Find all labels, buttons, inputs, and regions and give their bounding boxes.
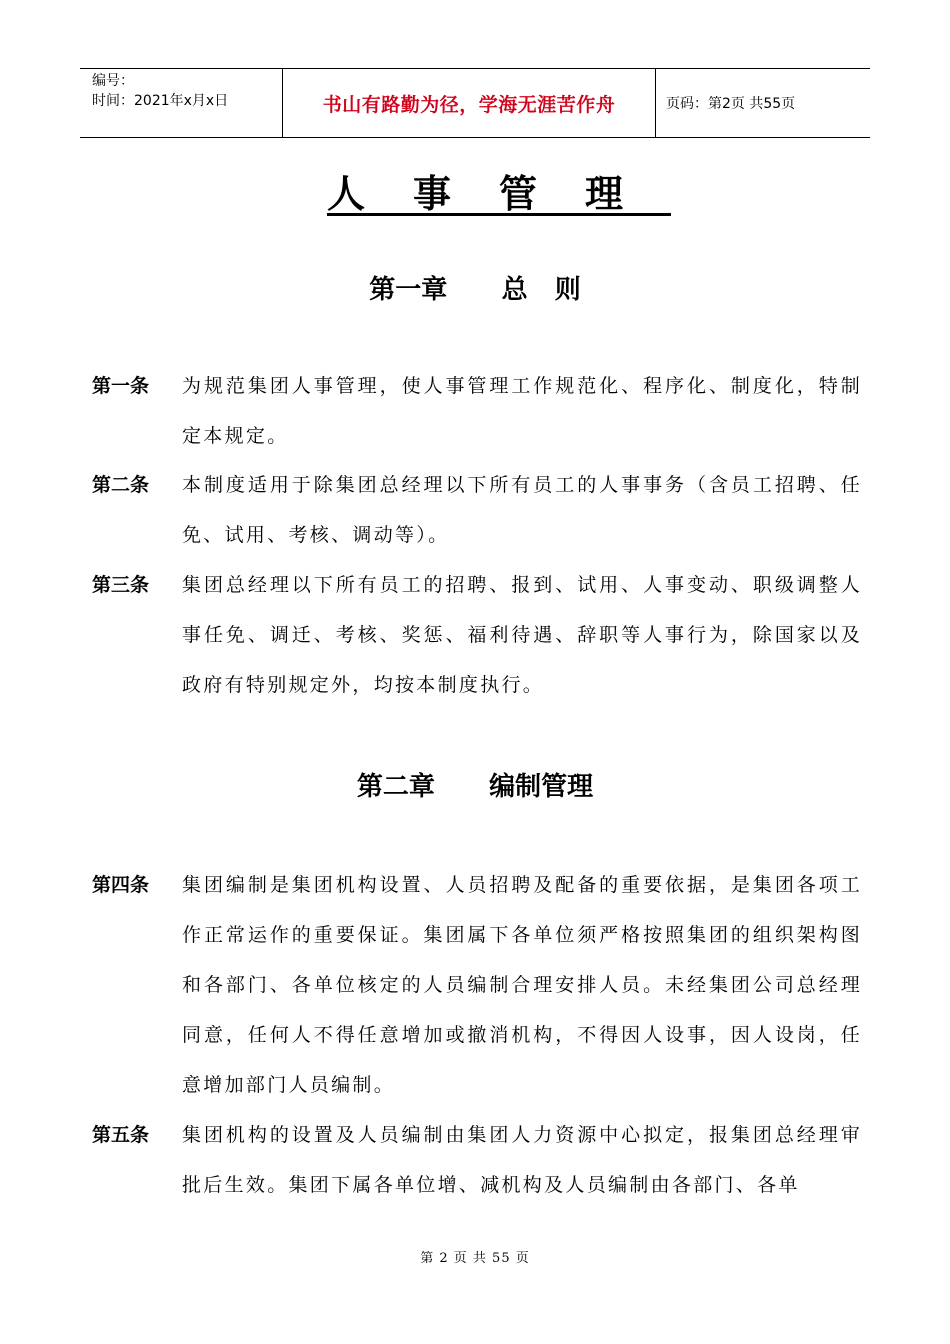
article-label: 第一条: [92, 375, 150, 397]
article-text: 集团编制是集团机构设置、人员招聘及配备的重要依据，是集团各项工作正常运作的重要保证。集团属下各单位须严格按照集团的组织架构图和各部门、各单位核定的人员编制合理安排人员。未经集团公司总经理同意，任何人不得任意增加或撤消机构，不得因人设事，因人设岗，任意增加部门人员编制。: [182, 874, 862, 1096]
header-page-info: 页码：第2页 共55页: [666, 96, 796, 112]
article-2: [92, 460, 862, 560]
article-label: 第五条: [92, 1124, 150, 1146]
chapter-heading-1: 第一章 总 则: [369, 275, 581, 305]
time-label: 时间：2021年x月x日: [92, 93, 229, 109]
chapter-heading-2: 第二章 编制管理: [356, 772, 594, 802]
article-label: 第三条: [92, 574, 150, 596]
article-text: 集团机构的设置及人员编制由集团人力资源中心拟定，报集团总经理审批后生效。集团下属各单位增、减机构及人员编制由各部门、各单: [182, 1124, 862, 1196]
document-title: [0, 163, 950, 218]
article-text: 为规范集团人事管理，使人事管理工作规范化、程序化、制度化，特制定本规定。: [182, 375, 862, 447]
page-footer: 第 2 页 共 55 页: [420, 1251, 530, 1266]
article-1: [92, 361, 862, 461]
article-label: 第二条: [92, 474, 150, 496]
header-motto: 书山有路勤为径，学海无涯苦作舟: [282, 69, 656, 137]
article-3: [92, 560, 862, 710]
number-label: 编号：: [92, 73, 134, 89]
article-4: [92, 860, 862, 1110]
document-title-text: 人事管理: [326, 171, 671, 216]
article-text: 集团总经理以下所有员工的招聘、报到、试用、人事变动、职级调整人事任免、调迁、考核、奖惩、福利待遇、辞职等人事行为，除国家以及政府有特别规定外，均按本制度执行。: [182, 574, 862, 696]
article-text: 本制度适用于除集团总经理以下所有员工的人事事务（含员工招聘、任免、试用、考核、调动等）。: [182, 474, 862, 546]
header-meta-cell: [80, 69, 282, 137]
article-5: [92, 1110, 862, 1210]
article-label: 第四条: [92, 874, 150, 896]
header-table: [80, 68, 870, 138]
